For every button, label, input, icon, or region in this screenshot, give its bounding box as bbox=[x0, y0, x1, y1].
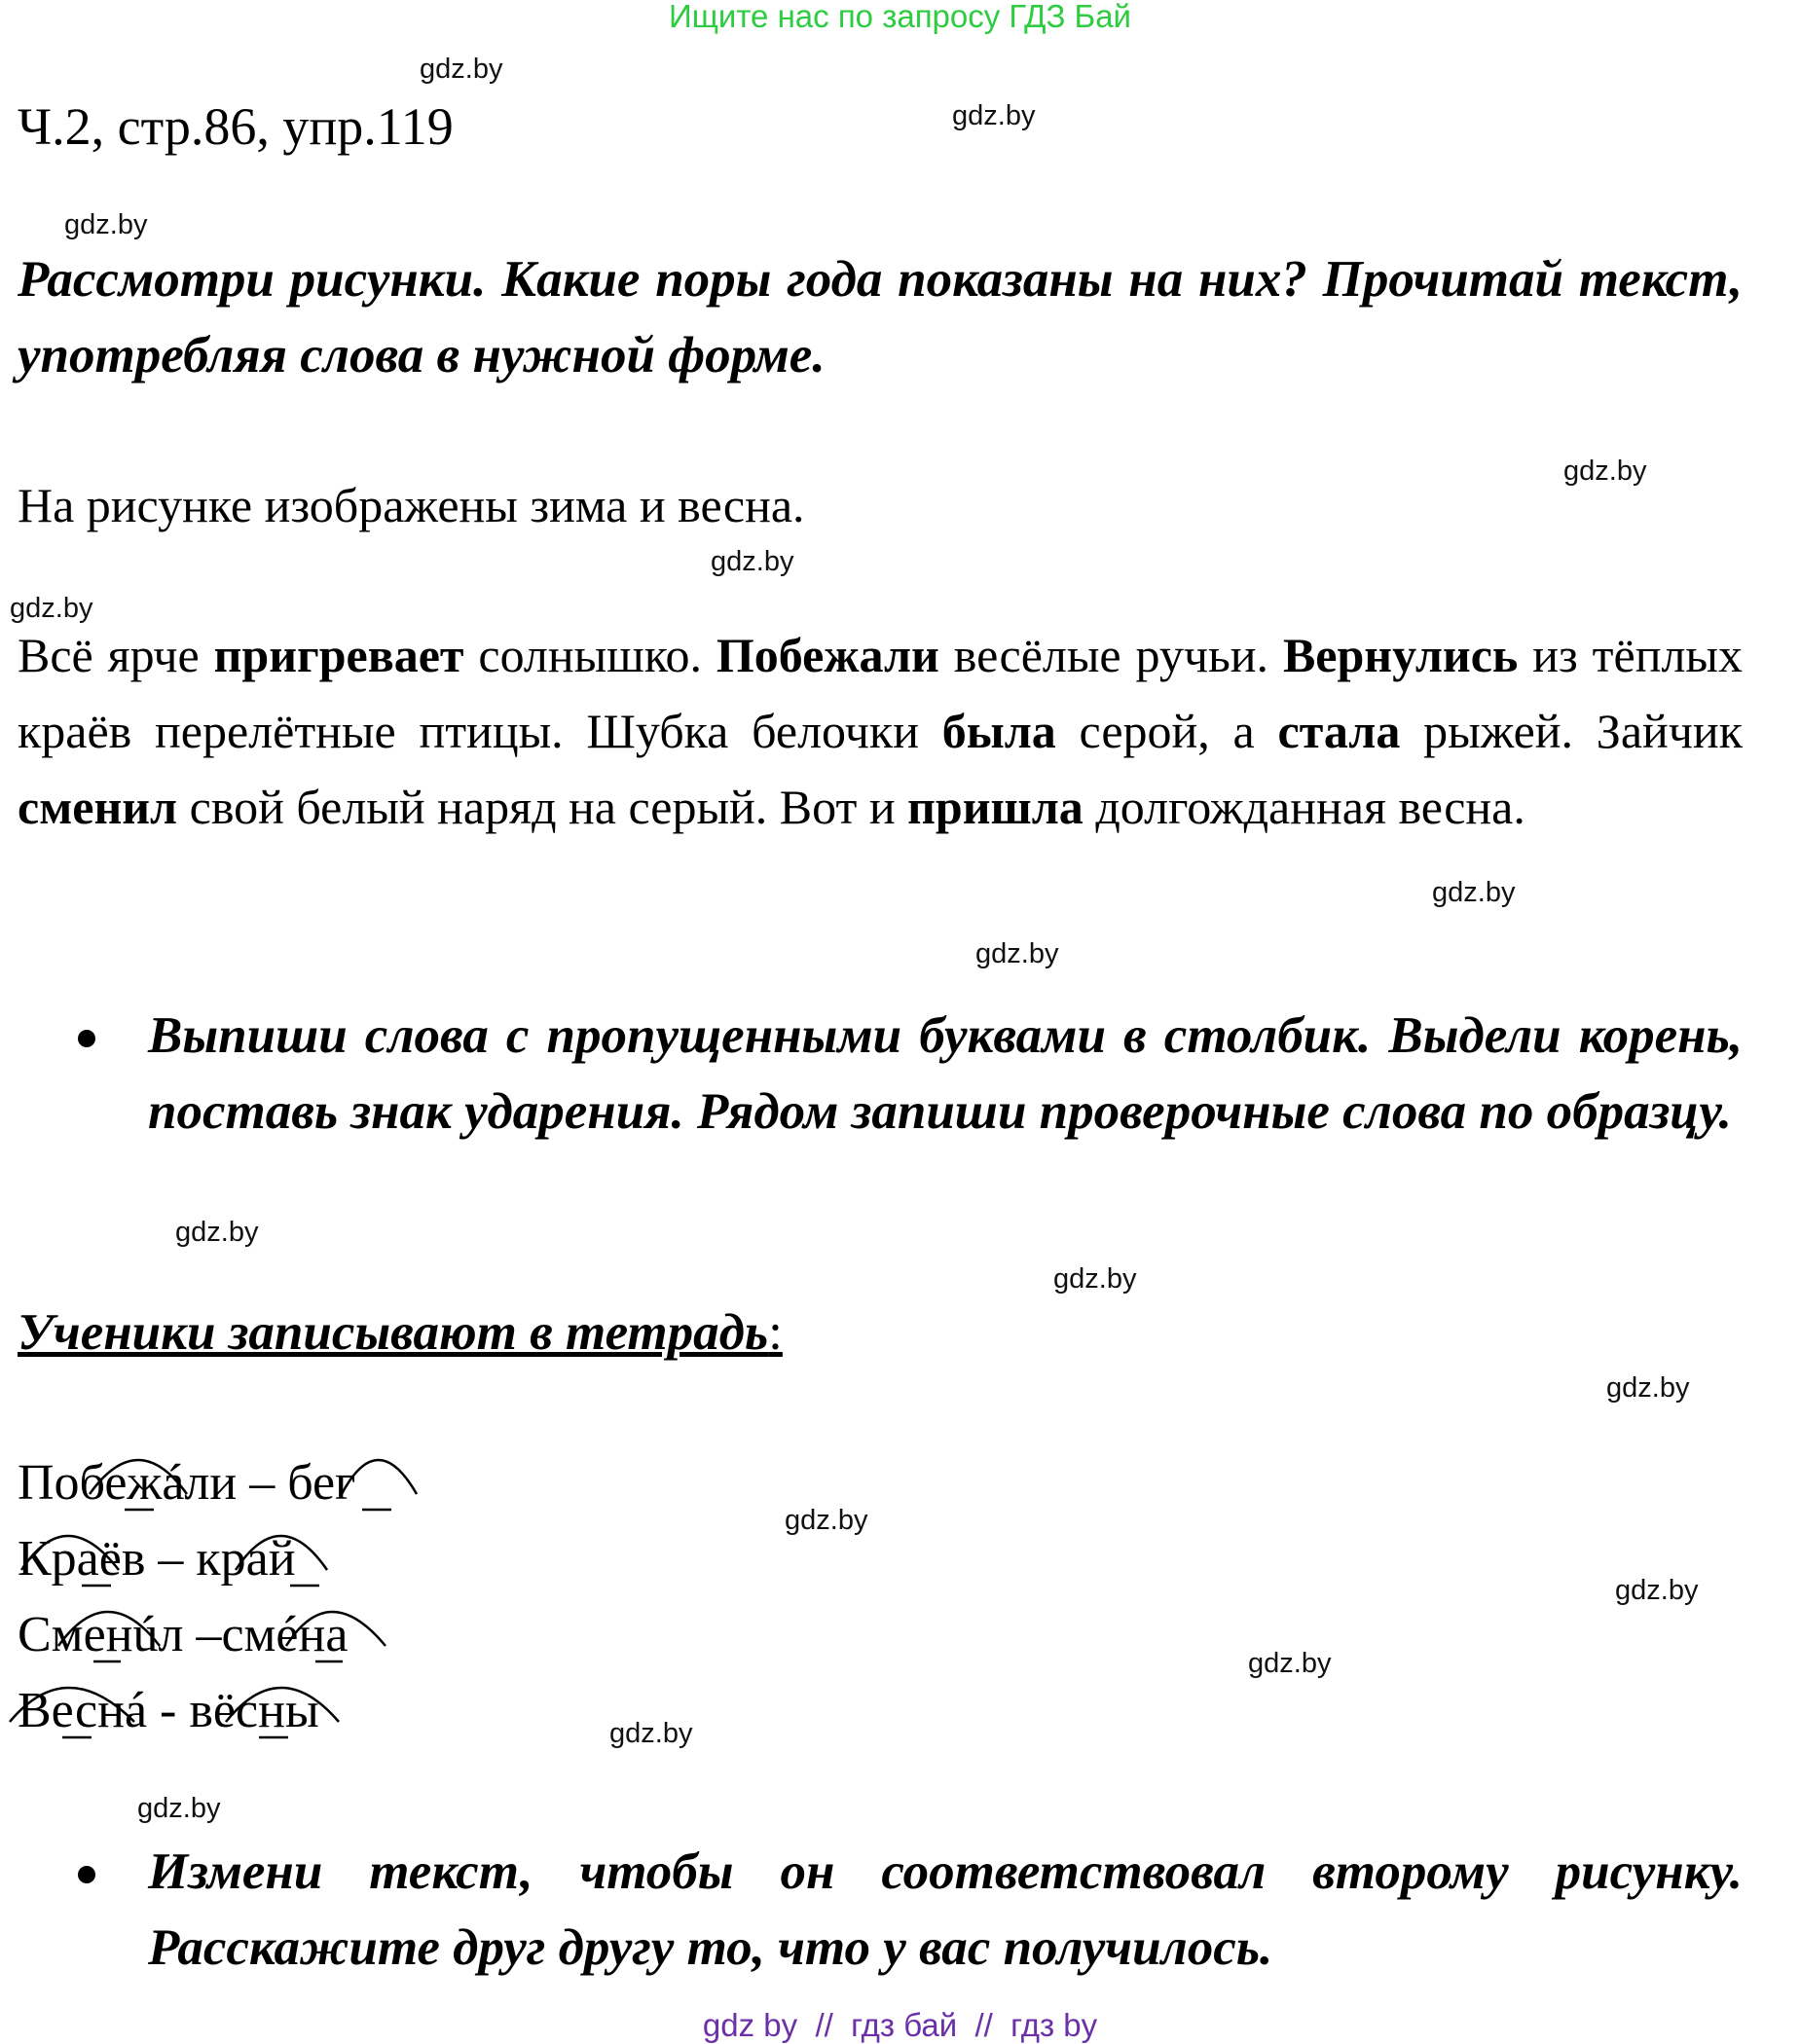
word-line-4 bbox=[18, 1673, 319, 1749]
bullet-task-1: Выпиши слова с пропущенными буквами в столбик. Выдели корень, поставь знак ударения. Рядом запиши проверочные слова по образцу. bbox=[148, 1007, 1743, 1140]
watermark: gdz.by bbox=[711, 546, 794, 577]
task-instruction: Рассмотри рисунки. Какие поры года показаны на них? Прочитай текст, употребляя слова в нужной форме. bbox=[18, 251, 1743, 383]
notebook-heading bbox=[18, 1295, 783, 1370]
root-arc-icon bbox=[18, 1597, 426, 1685]
watermark: gdz.by bbox=[952, 100, 1036, 131]
watermark: gdz.by bbox=[1432, 877, 1516, 908]
bold-word: пришла bbox=[907, 780, 1084, 834]
watermark: gdz.by bbox=[10, 593, 93, 624]
text-run: солнышко. bbox=[463, 628, 716, 682]
watermark: gdz.by bbox=[609, 1718, 693, 1749]
word-line-1 bbox=[18, 1445, 355, 1521]
watermark: gdz.by bbox=[1606, 1372, 1690, 1404]
bullet-icon bbox=[78, 1866, 95, 1883]
notebook-heading-text: Ученики записывают в тетрадь bbox=[18, 1304, 769, 1361]
text-run: из тёплых краёв перелётные птицы. Шубка белочки bbox=[18, 628, 1743, 758]
bold-word: пригревает bbox=[213, 628, 464, 682]
word-text: Сменúл –смéна bbox=[18, 1607, 349, 1662]
answer-line: На рисунке изображены зима и весна. bbox=[18, 478, 805, 532]
watermark: gdz.by bbox=[137, 1793, 221, 1824]
watermark: gdz.by bbox=[175, 1217, 259, 1248]
watermark: gdz.by bbox=[785, 1505, 868, 1536]
top-banner: Ищите нас по запросу ГДЗ Бай bbox=[669, 0, 1131, 34]
text-run: свой белый наряд на серый. Вот и bbox=[177, 780, 908, 834]
root-arc-icon bbox=[18, 1521, 426, 1609]
footer-links: gdz by // гдз бай // гдз by bbox=[702, 2007, 1098, 2043]
root-arc-icon bbox=[18, 1445, 426, 1533]
bold-word: Побежали bbox=[716, 628, 939, 682]
word-line-2 bbox=[18, 1521, 296, 1597]
word-text: Побежáли – бег bbox=[18, 1455, 356, 1511]
text-run: рыжей. Зайчик bbox=[1400, 704, 1743, 758]
text-paragraph bbox=[18, 617, 1743, 845]
bold-word: была bbox=[941, 704, 1056, 758]
watermark: gdz.by bbox=[975, 938, 1059, 969]
bullet-task-2: Измени текст, чтобы он соответствовал второму рисунку. Расскажите друг другу то, что у вас получилось. bbox=[148, 1843, 1743, 1976]
exercise-heading: Ч.2, стр.86, упр.119 bbox=[18, 97, 454, 156]
word-text: Веснá - вёсны bbox=[18, 1683, 319, 1738]
watermark: gdz.by bbox=[420, 54, 503, 85]
bold-word: стала bbox=[1277, 704, 1401, 758]
text-run: долгожданная весна. bbox=[1083, 780, 1525, 834]
text-run: весёлые ручьи. bbox=[938, 628, 1283, 682]
bold-word: сменил bbox=[18, 780, 178, 834]
watermark: gdz.by bbox=[64, 209, 148, 240]
text-run: Всё ярче bbox=[18, 628, 214, 682]
watermark: gdz.by bbox=[1615, 1575, 1699, 1606]
bold-word: Вернулись bbox=[1282, 628, 1519, 682]
root-arc-icon bbox=[18, 1673, 426, 1761]
bullet-icon bbox=[78, 1030, 95, 1047]
text-run: серой, а bbox=[1055, 704, 1278, 758]
notebook-heading-colon: : bbox=[768, 1304, 783, 1361]
watermark: gdz.by bbox=[1053, 1263, 1137, 1295]
word-line-3 bbox=[18, 1597, 348, 1673]
watermark: gdz.by bbox=[1248, 1648, 1332, 1679]
watermark: gdz.by bbox=[1563, 456, 1647, 487]
word-text: Краёв – край bbox=[18, 1531, 296, 1587]
